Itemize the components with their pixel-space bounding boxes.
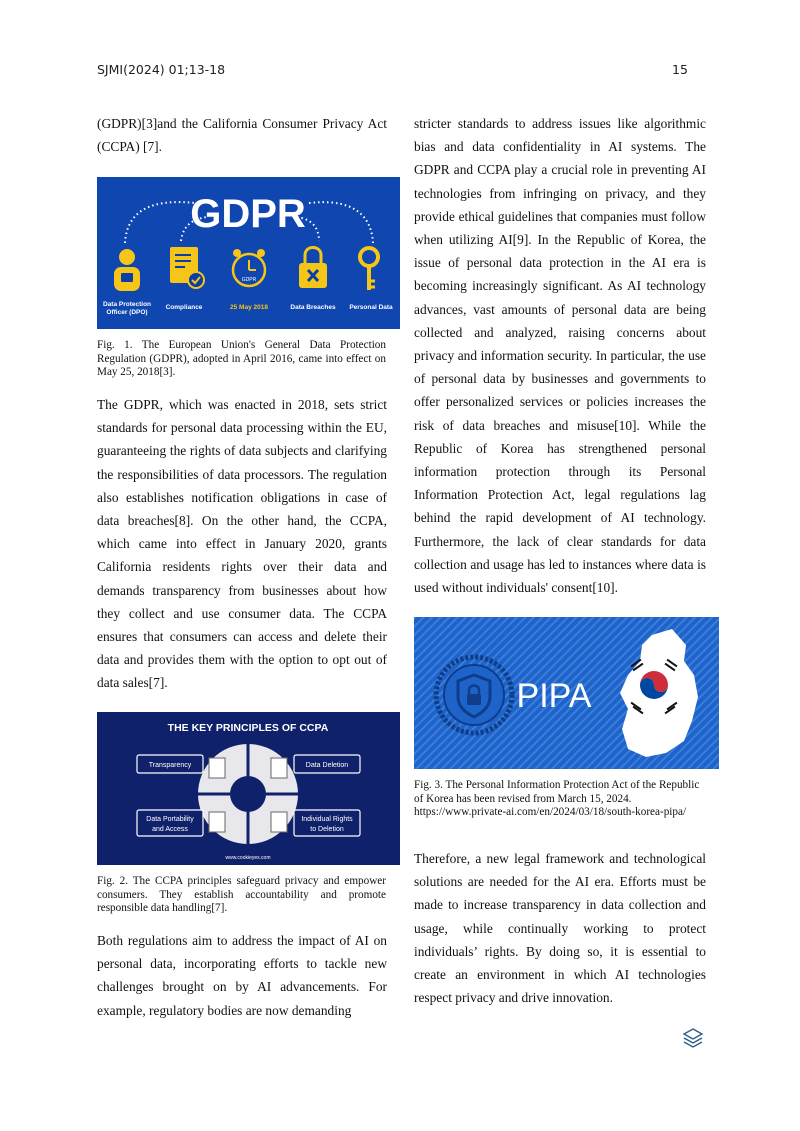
doc-icon-br [271,812,287,832]
left-para-bottom-block [97,929,387,1022]
ccpa-title: THE KEY PRINCIPLES OF CCPA [167,722,329,734]
figure-ccpa [97,712,400,865]
fig2-caption: Fig. 2. The CCPA principles safeguard privacy and empower consumers. They establish accountability and promote responsible data handling[7]. [97,875,386,915]
doc-icon-bl [209,812,225,832]
figure-pipa [414,617,719,769]
gdpr-item-date: 25 May 2018 [230,304,268,311]
ccpa-footer: www.cookieyes.com [225,855,271,861]
left-para-top-block [97,112,387,158]
ccpa-label-deletion: Data Deletion [305,762,349,769]
taegeuk-icon [640,671,668,699]
gdpr-item-personal-data: Personal Data [349,304,393,311]
right-para-bottom-block [414,847,706,1009]
doc-icon-tr [271,758,287,778]
svg-text:GDPR: GDPR [241,277,257,283]
left-para-bottom: Both regulations aim to address the impact of AI on personal data, incorporating efforts to tackle new challenges brought on by AI advancements. For example, regulatory bodies are now demanding [97,933,387,1018]
fig3-caption-block [414,779,704,820]
ccpa-label-portability-1: Data Portability [146,816,194,823]
left-para-top: (GDPR)[3]and the California Consumer Privacy Act (CCPA) [7]. [97,116,387,155]
page-number: 15 [672,62,688,77]
doc-icon-tl [209,758,225,778]
figure-gdpr [97,177,400,329]
ccpa-label-portability-2: and Access [152,826,188,833]
gdpr-illustration [97,177,400,329]
pipa-illustration [414,617,719,769]
publisher-logo-icon [682,1027,704,1049]
gdpr-item-compliance: Compliance [165,304,203,311]
right-para-top: stricter standards to address issues like algorithmic bias and data confidentiality in AI systems. The GDPR and CCPA play a crucial role in preventing AI technologies from infringing on privacy, and they provide ethical guidelines that companies must follow when utilizing AI[9]. In the Republic of Korea, the issue of personal data protection in the AI era is becoming increasingly significant. As AI technology advances, vast amounts of personal data are being collected and analyzed, raising concerns about privacy and information security. In particular, the use of personal data by businesses and governments to offer personalized services or policies increases the risk of data breaches and misuse[10]. While the Republic of Korea has strengthened personal information protection through its Personal Information Protection Act, legal regulations lag behind the rapid development of AI technology. Furthermore, the lack of clear standards for data collection and usage has led to instances where data is used without individuals' consent[10]. [414,116,706,596]
ccpa-illustration [97,712,400,865]
fig3-caption: Fig. 3. The Personal Information Protection Act of the Republic of Korea has been revised from March 15, 2024. https://www.private-ai.com/en/2024/03/18/south-korea-pipa/ [414,779,700,819]
right-para-bottom: Therefore, a new legal framework and technological solutions are needed for the AI era. Efforts must be made to increase transparency in data collection and usage, while continually working to protect individuals’ rights. By doing so, it is essential to create an environment in which AI technologies respect privacy and drive innovation. [414,851,706,1006]
gdpr-item-dpo-1: Data Protection [102,301,152,308]
ccpa-label-transparency: Transparency [148,762,192,769]
journal-header: SJMI(2024) 01;13-18 [97,62,226,77]
gdpr-item-breaches: Data Breaches [290,304,336,311]
fig2-caption-block [97,875,386,916]
gdpr-item-dpo-2: Officer (DPO) [106,309,148,316]
pipa-title: PIPA [516,677,592,715]
left-para-gdpr: The GDPR, which was enacted in 2018, sets strict standards for personal data processing within the EU, guaranteeing the rights of data subjects and clarifying the responsibilities of data processors. The regulation also establishes notification obligations in case of data breaches[8]. On the other hand, the CCPA, which came into effect in January 2020, grants California residents rights over their data and demands transparency from businesses about how they collect and use consumer data. The CCPA ensures that consumers can access and delete their data and provides them with the option to opt out of data sales[7]. [97,397,387,691]
ccpa-label-rights-2: to Deletion [310,826,344,833]
fig1-caption-block [97,339,386,380]
ccpa-label-rights-1: Individual Rights [301,816,353,823]
right-para-top-block [414,112,706,599]
gdpr-title: GDPR [190,192,306,236]
fig1-caption: Fig. 1. The European Union's General Data Protection Regulation (GDPR), adopted in April 2016, came into effect on May 25, 2018[3]. [97,339,386,379]
left-para-gdpr-block [97,393,387,695]
